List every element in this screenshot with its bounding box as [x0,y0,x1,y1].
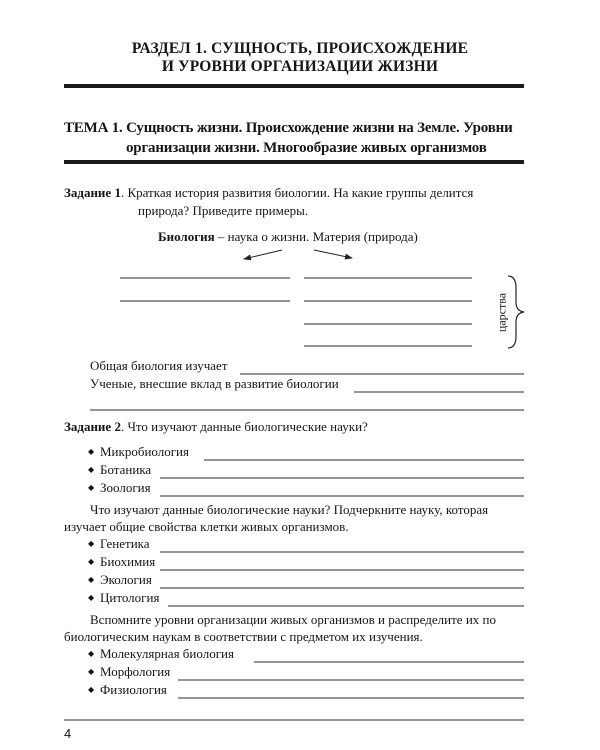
task2-para3-line1: Вспомните уровни организации живых организмов и распределите их по [90,612,496,627]
task1-text-line1: . Краткая история развития биологии. На какие группы делится [120,185,474,200]
right-brace [508,276,524,348]
bullet-icon: ◆ [88,667,95,676]
science-microbiology: Микробиология [100,444,189,459]
science-zoology: Зоология [100,480,151,495]
biology-term: Биология [158,229,215,244]
task2-para2-line1: Что изучают данные биологические науки? Подчеркните науку, которая [90,502,489,517]
bullet-icon: ◆ [88,685,95,694]
section-title-line1: РАЗДЕЛ 1. СУЩНОСТЬ, ПРОИСХОЖДЕНИЕ [131,40,469,57]
bullet-icon: ◆ [88,593,95,602]
bullet-icon: ◆ [88,483,95,492]
bullet-icon: ◆ [88,575,95,584]
arrow-left [244,250,282,259]
science-cytology: Цитология [100,590,160,605]
task1-text-line2: природа? Приведите примеры. [138,203,309,218]
task2-text: . Что изучают данные биологические науки? [120,419,368,434]
task1-label: Задание 1 [64,185,121,200]
topic-title-line2: организации жизни. Многообразие живых организмов [126,140,487,156]
general-biology-label: Общая биология изучает [90,358,228,373]
page-number: 4 [64,726,72,741]
biology-def: – наука о жизни. Материя (природа) [214,229,418,244]
bullet-icon: ◆ [88,539,95,548]
science-molecular-biology: Молекулярная биология [100,646,234,661]
arrow-right [314,250,352,258]
task2-label: Задание 2 [64,419,121,434]
bullet-icon: ◆ [88,465,95,474]
task2-answer-lines [160,460,524,698]
task2-para3-line2: биологическим наукам в соответствии с предметом их изучения. [64,629,423,644]
science-biochemistry: Биохимия [100,554,156,569]
section-title-line2: И УРОВНИ ОРГАНИЗАЦИИ ЖИЗНИ [161,58,439,75]
bullet-icon: ◆ [88,649,95,658]
science-genetics: Генетика [100,536,150,551]
science-morphology: Морфология [100,664,171,679]
bullet-icon: ◆ [88,447,95,456]
answer-lines-right [304,278,472,346]
topic-title-line1: ТЕМА 1. Сущность жизни. Происхождение жизни на Земле. Уровни [64,120,513,136]
science-ecology: Экология [100,572,152,587]
answer-lines-left [120,278,290,301]
task2-line1 [64,418,368,435]
science-botany: Ботаника [100,462,152,477]
science-physiology: Физиология [100,682,167,697]
task2-para2-line2: изучает общие свойства клетки живых организмов. [64,519,349,534]
kingdoms-label: царства [494,292,509,333]
scientists-label: Ученые, внесшие вклад в развитие биологии [90,376,339,391]
bullet-icon: ◆ [88,557,95,566]
